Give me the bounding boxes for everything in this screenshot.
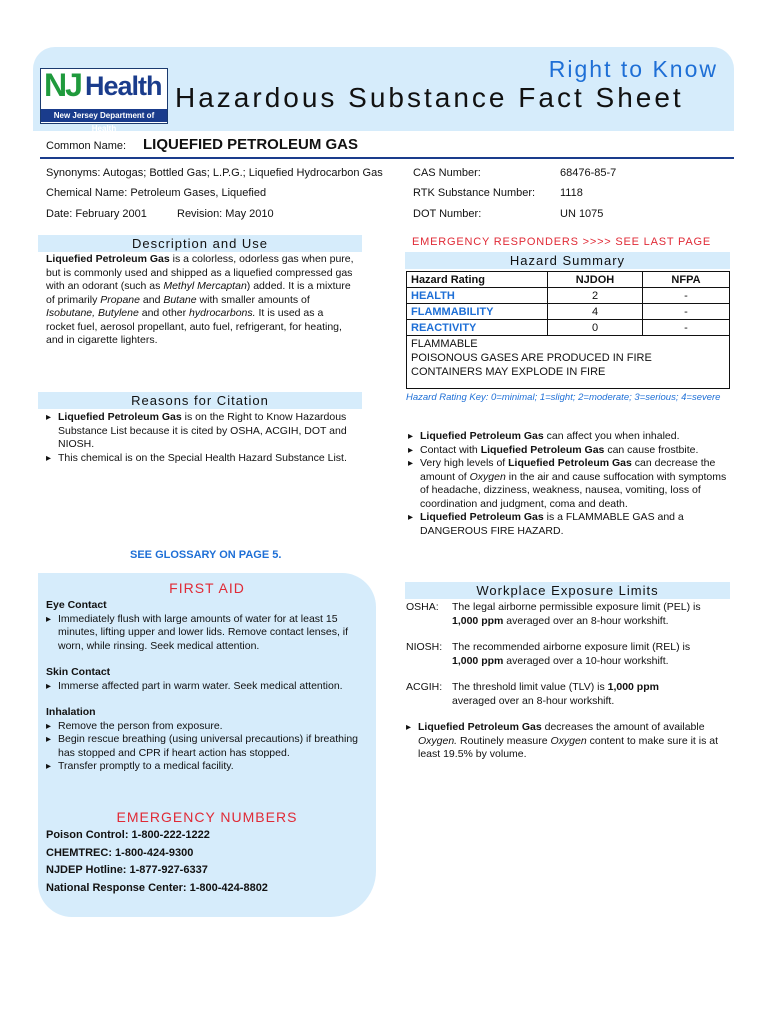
chemical-name: Chemical Name: Petroleum Gases, Liquefied: [46, 187, 267, 199]
nj-health-logo: [40, 67, 168, 133]
list-item: ▸ Liquefied Petroleum Gas is a FLAMMABLE GAS and a DANGEROUS FIRE HAZARD.: [408, 511, 728, 538]
exposure-body: [406, 601, 730, 762]
logo-nj-text: NJ: [44, 67, 81, 103]
dot-value: UN 1075: [560, 208, 604, 220]
synonyms: Synonyms: Autogas; Bottled Gas; L.P.G.; Liquefied Hydrocarbon Gas: [46, 167, 383, 179]
table-header-row: [407, 272, 730, 288]
row-health: HEALTH: [407, 288, 548, 304]
common-name-value: LIQUEFIED PETROLEUM GAS: [143, 136, 359, 153]
list-item: ▸ Liquefied Petroleum Gas decreases the amount of available Oxygen. Routinely measure Oxygen content to make sure it is at least 19.5% by volume.: [406, 721, 730, 762]
eye-contact-title: Eye Contact: [46, 599, 107, 611]
niosh-limit: NIOSH: The recommended airborne exposure limit (REL) is 1,000 ppm averaged over a 10-hour workshift.: [406, 641, 691, 667]
national-response-center: National Response Center: 1-800-424-8802: [46, 881, 268, 894]
cas-label: CAS Number:: [413, 167, 481, 179]
skin-contact-title: Skin Contact: [46, 666, 111, 678]
page-title: Hazardous Substance Fact Sheet: [175, 82, 684, 113]
first-aid-heading: FIRST AID: [169, 580, 245, 596]
list-item: ▸ Very high levels of Liquefied Petroleum Gas can decrease the amount of Oxygen in the air and cause suffocation with symptoms of headache, dizziness, weakness, nausea, vomiting, loss of coordination and judgment, coma and death.: [408, 457, 728, 511]
hazard-notes: [407, 336, 730, 389]
list-item: ▸ Liquefied Petroleum Gas can affect you when inhaled.: [408, 430, 728, 444]
chemtrec: CHEMTREC: 1-800-424-9300: [46, 846, 194, 859]
skin-contact-list: [46, 680, 366, 694]
list-item: ▸ Begin rescue breathing (using universal precautions) if breathing has stopped and CPR if heart action has stopped.: [46, 733, 366, 760]
emergency-responders-banner: EMERGENCY RESPONDERS >>>> SEE LAST PAGE: [412, 236, 711, 248]
cas-value: 68476-85-7: [560, 167, 617, 179]
hazard-rating-key: Hazard Rating Key: 0=minimal; 1=slight; 2=moderate; 3=serious; 4=severe: [406, 392, 721, 403]
row-flammability: FLAMMABILITY: [407, 304, 548, 320]
table-row: [407, 288, 730, 304]
first-aid-body: [46, 599, 366, 774]
list-item: ▸ Remove the person from exposure.: [46, 720, 366, 734]
col-njdoh: NJDOH: [548, 272, 643, 288]
inhalation-list: [46, 720, 366, 774]
logo-health-text: Health: [85, 71, 162, 101]
rtk-label: RTK Substance Number:: [413, 187, 536, 199]
list-item: ▸ Contact with Liquefied Petroleum Gas can cause frostbite.: [408, 444, 728, 458]
glossary-link[interactable]: SEE GLOSSARY ON PAGE 5.: [130, 549, 282, 561]
logo-subtitle: New Jersey Department of Health: [41, 109, 167, 122]
inhalation-title: Inhalation: [46, 706, 96, 718]
common-name-label: Common Name:: [46, 140, 127, 152]
oxygen-note-list: [406, 721, 730, 762]
cell-njdoh: 4: [548, 304, 643, 320]
exposure-heading: Workplace Exposure Limits: [405, 582, 730, 599]
citation-heading: Reasons for Citation: [38, 392, 362, 409]
cell-nfpa: -: [643, 288, 730, 304]
table-row: [407, 336, 730, 389]
hazard-table: [406, 271, 730, 389]
cell-nfpa: -: [643, 304, 730, 320]
list-item: ▸ Liquefied Petroleum Gas is on the Right to Know Hazardous Substance List because it is cited by OSHA, ACGIH, DOT and NIOSH.: [46, 411, 356, 452]
health-effects-list: [408, 430, 728, 538]
cell-nfpa: -: [643, 320, 730, 336]
description-heading: Description and Use: [38, 235, 362, 252]
col-nfpa: NFPA: [643, 272, 730, 288]
cell-njdoh: 2: [548, 288, 643, 304]
header-rule: [40, 157, 734, 159]
cell-njdoh: 0: [548, 320, 643, 336]
citation-list: [46, 411, 356, 465]
description-text: Liquefied Petroleum Gas is a colorless, odorless gas when pure, but is commonly used and shipped as a liquefied compressed gas with an odorant (such as Methyl Mercaptan) added. It is a mixture of primarily Propane and Butane with smaller amounts of Isobutane, Butylene and other hydrocarbons. It is used as a rocket fuel, aerosol propellant, auto fuel, refrigerant, for heating, and in cigarette lighters.: [46, 253, 354, 346]
rtk-value: 1118: [560, 187, 583, 199]
list-item: ▸ This chemical is on the Special Health Hazard Substance List.: [46, 452, 356, 466]
njdep-hotline: NJDEP Hotline: 1-877-927-6337: [46, 864, 208, 876]
hazard-summary-heading: Hazard Summary: [405, 252, 730, 269]
list-item: ▸ Transfer promptly to a medical facility.: [46, 760, 366, 774]
dot-label: DOT Number:: [413, 208, 482, 220]
right-to-know-title: Right to Know: [548, 56, 718, 82]
col-hazard-rating: Hazard Rating: [407, 272, 548, 288]
table-row: [407, 320, 730, 336]
poison-control: Poison Control: 1-800-222-1222: [46, 829, 210, 841]
eye-contact-list: [46, 613, 366, 654]
list-item: ▸ Immerse affected part in warm water. Seek medical attention.: [46, 680, 366, 694]
emergency-numbers-list: [46, 827, 268, 897]
note-containers: CONTAINERS MAY EXPLODE IN FIRE: [411, 366, 606, 378]
note-poisonous: POISONOUS GASES ARE PRODUCED IN FIRE: [411, 352, 652, 364]
acgih-limit: ACGIH: The threshold limit value (TLV) is 1,000 ppm averaged over an 8-hour workshift.: [406, 681, 659, 707]
emergency-numbers-heading: EMERGENCY NUMBERS: [116, 809, 298, 825]
date: Date: February 2001: [46, 208, 147, 220]
table-row: [407, 304, 730, 320]
osha-limit: OSHA: The legal airborne permissible exposure limit (PEL) is 1,000 ppm averaged over an 8-hour workshift.: [406, 601, 701, 627]
row-reactivity: REACTIVITY: [407, 320, 548, 336]
note-flammable: FLAMMABLE: [411, 338, 478, 350]
revision: Revision: May 2010: [177, 208, 274, 220]
list-item: ▸ Immediately flush with large amounts of water for at least 15 minutes, lifting upper and lower lids. Remove contact lenses, if worn, while rinsing. Seek medical attention.: [46, 613, 366, 654]
